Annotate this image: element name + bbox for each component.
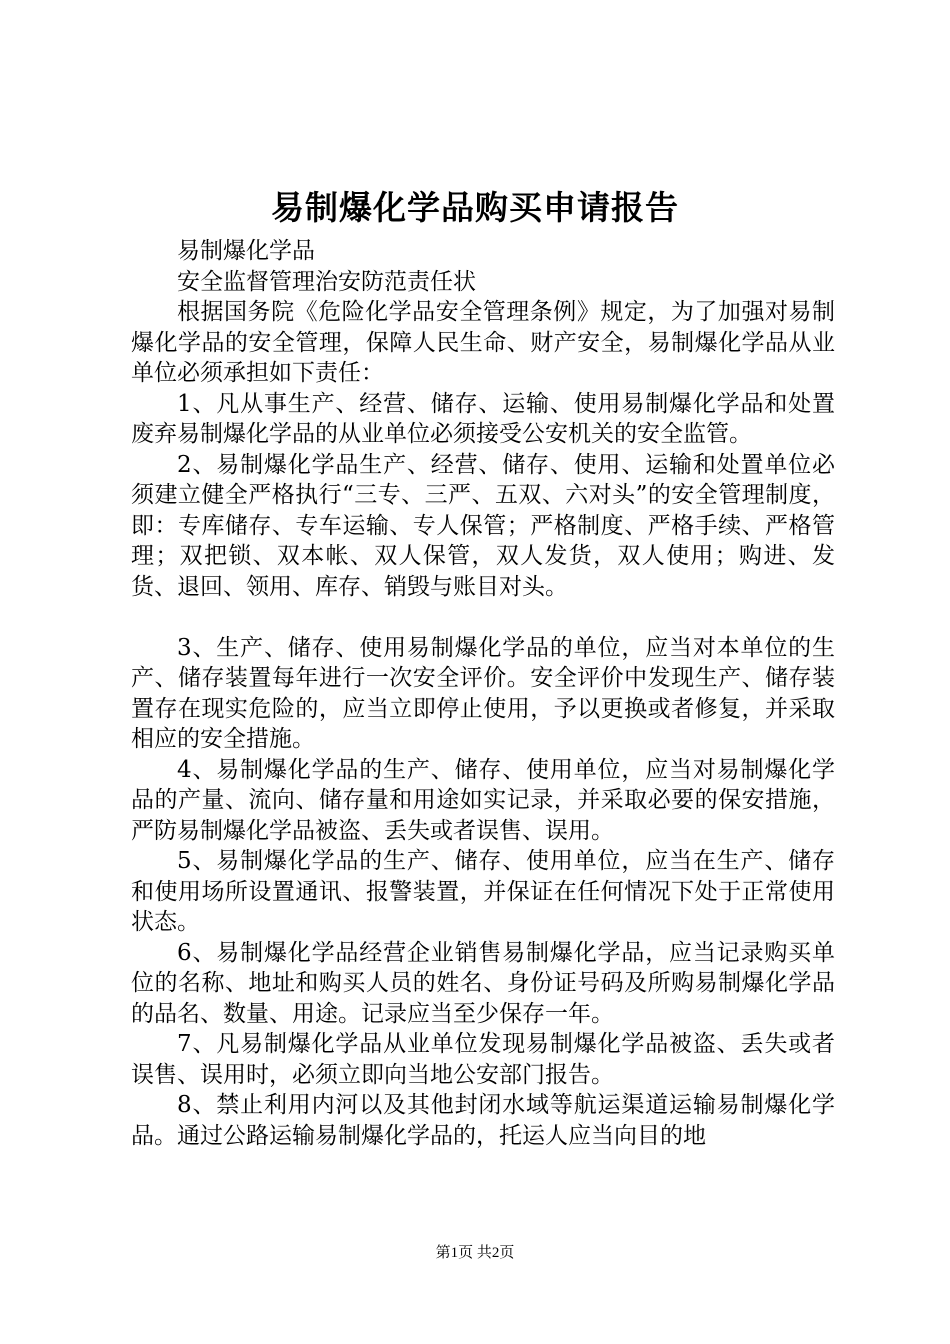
paragraph-item-3: 3、生产、储存、使用易制爆化学品的单位，应当对本单位的生产、储存装置每年进行一次安全评价。安全评价中发现生产、储存装置存在现实危险的，应当立即停止使用，予以更换或者修复，并采取相应的安全措施。 <box>131 634 835 752</box>
paragraph-item-4: 4、易制爆化学品的生产、储存、使用单位，应当对易制爆化学品的产量、流向、储存量和用途如实记录，并采取必要的保安措施，严防易制爆化学品被盗、丢失或者误售、误用。 <box>131 756 835 844</box>
document-body <box>131 236 835 1151</box>
paragraph-item-5: 5、易制爆化学品的生产、储存、使用单位，应当在生产、储存和使用场所设置通讯、报警装置，并保证在任何情况下处于正常使用状态。 <box>131 848 835 935</box>
paragraph-heading-1: 易制爆化学品 <box>177 238 315 264</box>
paragraph-heading-2: 安全监督管理治安防范责任状 <box>177 268 476 295</box>
paragraph-item-2: 2、易制爆化学品生产、经营、储存、使用、运输和处置单位必须建立健全严格执行“三专、三严、五双、六对头”的安全管理制度，即：专库储存、专车运输、专人保管；严格制度、严格手续、严格管理；双把锁、双本帐、双人保管，双人发货，双人使用；购进、发货、退回、领用、库存、销毁与账目对头。 <box>131 451 835 600</box>
paragraph-intro: 根据国务院《危险化学品安全管理条例》规定，为了加强对易制爆化学品的安全管理，保障人民生命、财产安全，易制爆化学品从业单位必须承担如下责任： <box>131 299 835 386</box>
document-title: 易制爆化学品购买申请报告 <box>271 188 679 227</box>
paragraph-item-8: 8、禁止利用内河以及其他封闭水域等航运渠道运输易制爆化学品。通过公路运输易制爆化学品的，托运人应当向目的地 <box>131 1092 835 1149</box>
page-footer: 第1页 共2页 <box>435 1245 515 1261</box>
paragraph-item-7: 7、凡易制爆化学品从业单位发现易制爆化学品被盗、丢失或者误售、误用时，必须立即向当地公安部门报告。 <box>131 1031 835 1088</box>
paragraph-item-1: 1、凡从事生产、经营、储存、运输、使用易制爆化学品和处置废弃易制爆化学品的从业单位必须接受公安机关的安全监管。 <box>131 390 835 447</box>
paragraph-item-6: 6、易制爆化学品经营企业销售易制爆化学品，应当记录购买单位的名称、地址和购买人员的姓名、身份证号码及所购易制爆化学品的品名、数量、用途。记录应当至少保存一年。 <box>131 939 835 1027</box>
